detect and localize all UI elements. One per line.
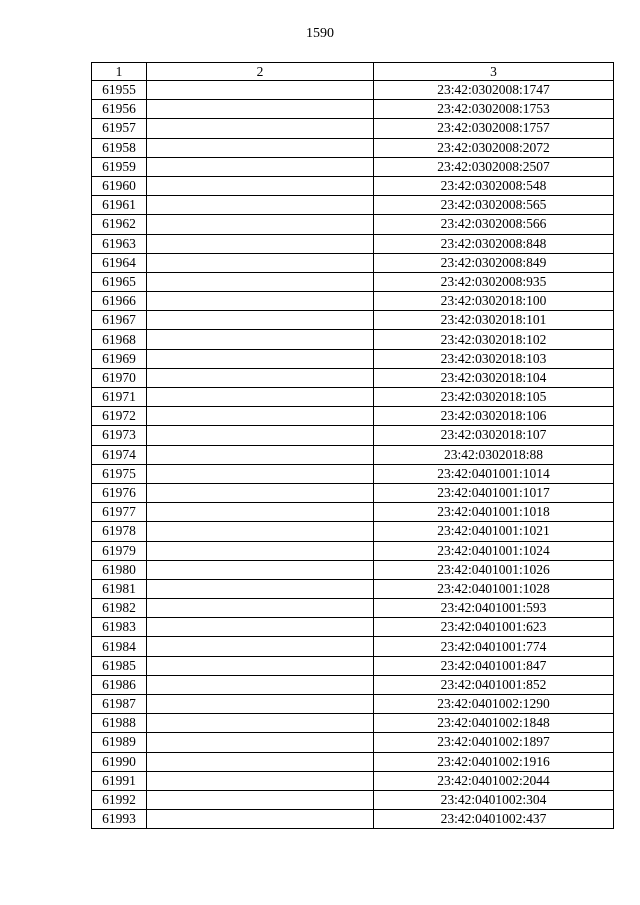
cadastral-number-cell: 23:42:0401001:593 [374,599,614,618]
description-cell [147,810,374,829]
description-cell [147,157,374,176]
table-row [92,560,614,579]
row-number-cell: 61956 [92,100,147,119]
cadastral-number-cell: 23:42:0302018:101 [374,311,614,330]
description-cell [147,330,374,349]
table-row [92,483,614,502]
cadastral-number-cell: 23:42:0401002:1290 [374,695,614,714]
cadastral-number-cell: 23:42:0302018:106 [374,407,614,426]
row-number-cell: 61986 [92,675,147,694]
description-cell [147,253,374,272]
row-number-cell: 61960 [92,176,147,195]
row-number-cell: 61968 [92,330,147,349]
cadastral-number-cell: 23:42:0401002:437 [374,810,614,829]
description-cell [147,100,374,119]
row-number-cell: 61964 [92,253,147,272]
row-number-cell: 61969 [92,349,147,368]
table-row [92,157,614,176]
description-cell [147,272,374,291]
table-row [92,234,614,253]
cadastral-number-cell: 23:42:0302008:566 [374,215,614,234]
cadastral-number-cell: 23:42:0401001:1024 [374,541,614,560]
table-row [92,176,614,195]
description-cell [147,215,374,234]
description-cell [147,426,374,445]
row-number-cell: 61979 [92,541,147,560]
cadastral-number-cell: 23:42:0302008:2507 [374,157,614,176]
description-cell [147,464,374,483]
cadastral-number-cell: 23:42:0302018:103 [374,349,614,368]
page-number: 1590 [306,26,334,41]
description-cell [147,368,374,387]
description-cell [147,771,374,790]
row-number-cell: 61985 [92,656,147,675]
cadastral-number-cell: 23:42:0401001:1014 [374,464,614,483]
table-row [92,215,614,234]
description-cell [147,790,374,809]
cadastral-number-cell: 23:42:0401002:1897 [374,733,614,752]
description-cell [147,81,374,100]
description-cell [147,234,374,253]
description-cell [147,675,374,694]
description-cell [147,349,374,368]
cadastral-number-cell: 23:42:0302008:849 [374,253,614,272]
row-number-cell: 61980 [92,560,147,579]
description-cell [147,445,374,464]
row-number-cell: 61965 [92,272,147,291]
table-row [92,292,614,311]
row-number-cell: 61991 [92,771,147,790]
description-cell [147,388,374,407]
cadastral-number-cell: 23:42:0302018:105 [374,388,614,407]
table-row [92,330,614,349]
cadastral-number-cell: 23:42:0302008:2072 [374,138,614,157]
description-cell [147,618,374,637]
row-number-cell: 61966 [92,292,147,311]
row-number-cell: 61974 [92,445,147,464]
cadastral-number-cell: 23:42:0302008:548 [374,176,614,195]
description-cell [147,503,374,522]
table-row [92,445,614,464]
row-number-cell: 61992 [92,790,147,809]
description-cell [147,483,374,502]
table-row [92,388,614,407]
row-number-cell: 61988 [92,714,147,733]
row-number-cell: 61983 [92,618,147,637]
table-row [92,618,614,637]
cadastral-number-cell: 23:42:0401002:2044 [374,771,614,790]
description-cell [147,733,374,752]
description-cell [147,637,374,656]
column-header-3: 3 [374,63,614,81]
row-number-cell: 61961 [92,196,147,215]
cadastral-number-cell: 23:42:0401001:774 [374,637,614,656]
cadastral-number-cell: 23:42:0401001:1026 [374,560,614,579]
row-number-cell: 61972 [92,407,147,426]
cadastral-number-cell: 23:42:0302008:1747 [374,81,614,100]
cadastral-number-cell: 23:42:0302018:100 [374,292,614,311]
table-row [92,407,614,426]
row-number-cell: 61959 [92,157,147,176]
cadastral-number-cell: 23:42:0302018:107 [374,426,614,445]
description-cell [147,656,374,675]
cadastral-number-cell: 23:42:0302008:935 [374,272,614,291]
table-row [92,503,614,522]
table-row [92,119,614,138]
table-row [92,253,614,272]
cadastral-number-cell: 23:42:0401002:1916 [374,752,614,771]
cadastral-number-cell: 23:42:0401001:852 [374,675,614,694]
row-number-cell: 61971 [92,388,147,407]
row-number-cell: 61957 [92,119,147,138]
column-header-2: 2 [147,63,374,81]
description-cell [147,138,374,157]
cadastral-number-cell: 23:42:0401002:1848 [374,714,614,733]
description-cell [147,522,374,541]
row-number-cell: 61975 [92,464,147,483]
cadastral-number-cell: 23:42:0401001:623 [374,618,614,637]
row-number-cell: 61976 [92,483,147,502]
cadastral-number-cell: 23:42:0401001:1018 [374,503,614,522]
table-row [92,810,614,829]
table-header [92,63,614,81]
row-number-cell: 61970 [92,368,147,387]
table-row [92,196,614,215]
table-row [92,790,614,809]
table-row [92,579,614,598]
table-row [92,522,614,541]
row-number-cell: 61962 [92,215,147,234]
description-cell [147,599,374,618]
table-row [92,695,614,714]
cadastral-number-cell: 23:42:0302008:848 [374,234,614,253]
description-cell [147,292,374,311]
row-number-cell: 61963 [92,234,147,253]
row-number-cell: 61989 [92,733,147,752]
cadastral-number-cell: 23:42:0302008:1753 [374,100,614,119]
cadastral-number-cell: 23:42:0302008:1757 [374,119,614,138]
row-number-cell: 61987 [92,695,147,714]
description-cell [147,695,374,714]
table-row [92,349,614,368]
row-number-cell: 61955 [92,81,147,100]
description-cell [147,407,374,426]
cadastral-table [91,62,614,829]
table-row [92,675,614,694]
table-row [92,637,614,656]
row-number-cell: 61958 [92,138,147,157]
cadastral-number-cell: 23:42:0302018:102 [374,330,614,349]
row-number-cell: 61982 [92,599,147,618]
cadastral-number-cell: 23:42:0302018:104 [374,368,614,387]
table-row [92,100,614,119]
cadastral-number-cell: 23:42:0401001:1021 [374,522,614,541]
cadastral-number-cell: 23:42:0401002:304 [374,790,614,809]
cadastral-number-cell: 23:42:0401001:847 [374,656,614,675]
description-cell [147,311,374,330]
row-number-cell: 61973 [92,426,147,445]
description-cell [147,541,374,560]
table-body [92,81,614,829]
table-row [92,752,614,771]
description-cell [147,714,374,733]
table-row [92,599,614,618]
table-row [92,426,614,445]
row-number-cell: 61990 [92,752,147,771]
description-cell [147,176,374,195]
table-row [92,541,614,560]
row-number-cell: 61981 [92,579,147,598]
table-row [92,771,614,790]
table-row [92,311,614,330]
row-number-cell: 61978 [92,522,147,541]
table-row [92,464,614,483]
table-row [92,656,614,675]
cadastral-number-cell: 23:42:0401001:1017 [374,483,614,502]
row-number-cell: 61984 [92,637,147,656]
row-number-cell: 61977 [92,503,147,522]
cadastral-number-cell: 23:42:0302018:88 [374,445,614,464]
table-row [92,733,614,752]
cadastral-number-cell: 23:42:0401001:1028 [374,579,614,598]
row-number-cell: 61967 [92,311,147,330]
description-cell [147,752,374,771]
header-row [92,63,614,81]
table-row [92,81,614,100]
table-row [92,138,614,157]
description-cell [147,579,374,598]
column-header-1: 1 [92,63,147,81]
table-row [92,272,614,291]
description-cell [147,196,374,215]
table-row [92,714,614,733]
cadastral-number-cell: 23:42:0302008:565 [374,196,614,215]
description-cell [147,119,374,138]
row-number-cell: 61993 [92,810,147,829]
description-cell [147,560,374,579]
table-row [92,368,614,387]
